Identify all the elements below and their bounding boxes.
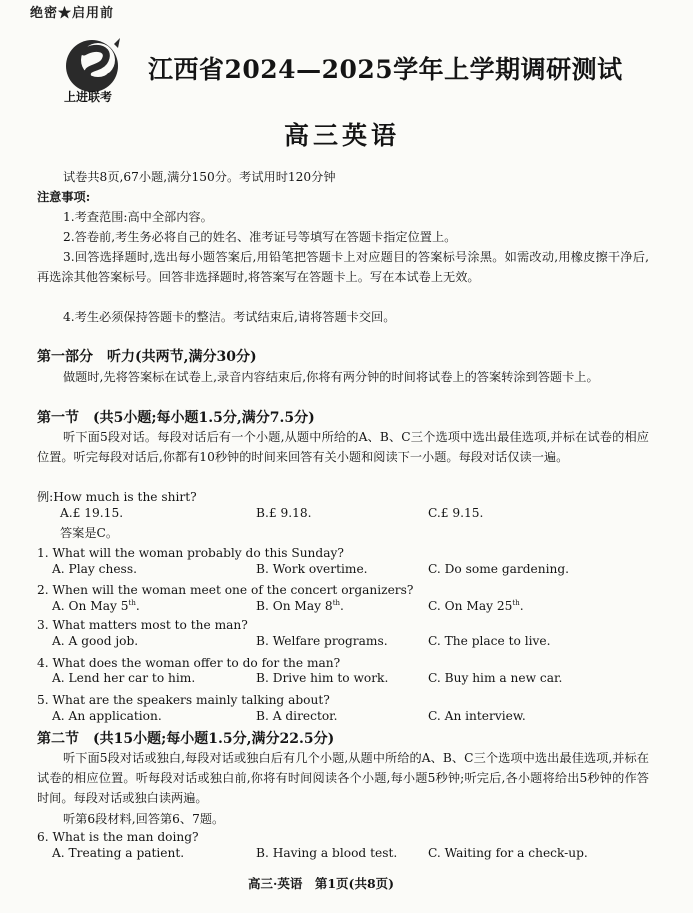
q5-option-b: B. A director. — [256, 709, 338, 723]
q3-option-b: B. Welfare programs. — [256, 634, 388, 648]
q1-option-c: C. Do some gardening. — [428, 562, 570, 576]
q5-option-c: C. An interview. — [428, 709, 526, 723]
page-footer: 高三·英语 第1页(共8页) — [248, 876, 395, 891]
example-option-b: B.£ 9.18. — [256, 506, 312, 520]
example-option-c: C.£ 9.15. — [428, 506, 484, 520]
notice-item-3: 3.回答选择题时,选出每小题答案后,用铅笔把答题卡上对应题目的答案标号涂黑。如需改动,用橡皮擦干净后,再选涂其他答案标号。回答非选择题时,将答案写在答题卡上。写在本试卷上无效。 — [37, 250, 649, 284]
q6-option-a: A. Treating a patient. — [52, 846, 185, 860]
section2-heading: 第二节 (共15小题;每小题1.5分,满分22.5分) — [37, 731, 335, 747]
q4-option-c: C. Buy him a new car. — [428, 671, 563, 685]
section1-heading: 第一节 (共5小题;每小题1.5分,满分7.5分) — [37, 410, 315, 426]
example-question: 例:How much is the shirt? — [37, 490, 197, 504]
q4-option-b: B. Drive him to work. — [256, 671, 389, 685]
question-5: 5. What are the speakers mainly talking about? — [37, 693, 330, 707]
subject-title: 高三英语 — [284, 121, 401, 150]
example-answer: 答案是C。 — [60, 526, 119, 540]
section2-material-note: 听第6段材料,回答第6、7题。 — [63, 812, 225, 826]
q2-option-b: B. On May 8th. — [256, 598, 344, 613]
logo-text: 上进联考 — [64, 90, 113, 104]
section2-intro: 听下面5段对话或独白,每段对话或独白后有几个小题,从题中所给的A、B、C三个选项中选出最佳选项,并标在试卷的相应位置。听每段对话或独白前,你将有时间阅读各个小题,每小题5秒钟;听完后,各小题将给出5秒钟的作答时间。每段对话或独白读两遍。 — [37, 751, 649, 805]
question-3: 3. What matters most to the man? — [37, 618, 248, 632]
section1-intro: 听下面5段对话。每段对话后有一个小题,从题中所给的A、B、C三个选项中选出最佳选项,并标在试卷的相应位置。听完每段对话后,你都有10秒钟的时间来回答有关小题和阅读下一小题。每段对话仅读一遍。 — [37, 430, 649, 464]
q2-option-a: A. On May 5th. — [52, 598, 140, 613]
notice-heading: 注意事项: — [37, 190, 91, 204]
question-1: 1. What will the woman probably do this Sunday? — [37, 546, 344, 560]
notice-item-2: 2.答卷前,考生务必将自己的姓名、准考证号等填写在答题卡指定位置上。 — [63, 230, 457, 244]
q1-option-a: A. Play chess. — [52, 562, 137, 576]
q3-option-c: C. The place to live. — [428, 634, 551, 648]
q2-option-c: C. On May 25th. — [428, 598, 524, 613]
q3-option-a: A. A good job. — [52, 634, 139, 648]
q5-option-a: A. An application. — [52, 709, 162, 723]
exam-info-line: 试卷共8页,67小题,满分150分。考试用时120分钟 — [63, 170, 336, 184]
part1-intro: 做题时,先将答案标在试卷上,录音内容结束后,你将有两分钟的时间将试卷上的答案转涂到答题卡上。 — [63, 370, 599, 384]
example-option-a: A.£ 19.15. — [60, 506, 124, 520]
q6-option-c: C. Waiting for a check-up. — [428, 846, 588, 860]
q6-option-b: B. Having a blood test. — [256, 846, 398, 860]
question-6: 6. What is the man doing? — [37, 830, 199, 844]
question-2: 2. When will the woman meet one of the concert organizers? — [37, 583, 414, 597]
confidential-label: 绝密★启用前 — [30, 6, 115, 21]
q4-option-a: A. Lend her car to him. — [52, 671, 196, 685]
question-4: 4. What does the woman offer to do for the man? — [37, 656, 341, 670]
part1-heading: 第一部分 听力(共两节,满分30分) — [37, 349, 257, 365]
q1-option-b: B. Work overtime. — [256, 562, 368, 576]
notice-item-1: 1.考查范围:高中全部内容。 — [63, 210, 213, 224]
notice-item-4: 4.考生必须保持答题卡的整洁。考试结束后,请将答题卡交回。 — [63, 310, 396, 324]
exam-title: 江西省2024—2025学年上学期调研测试 — [148, 55, 623, 84]
